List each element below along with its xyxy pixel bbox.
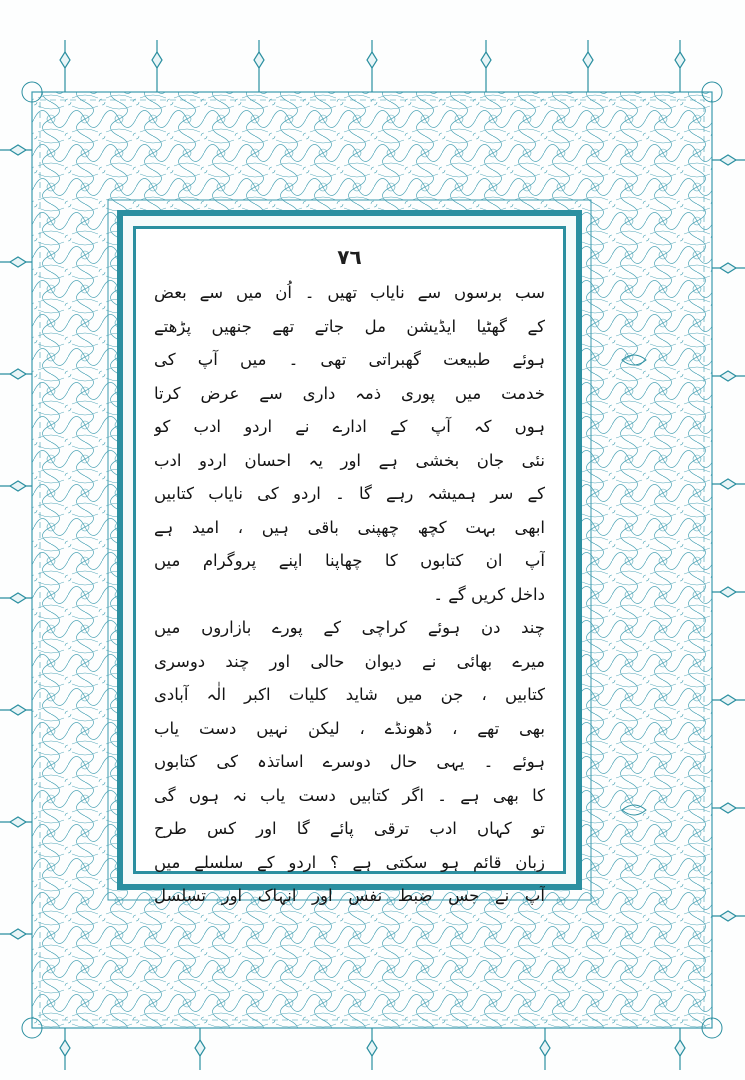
text-line: آپ ان کتابوں کا چھاپنا اپنے پروگرام میں	[154, 551, 545, 570]
text-line: کتابیں ، جن میں شاید کلیات اکبر الٰہ آبادی	[154, 685, 545, 704]
text-line: ہوئے طبیعت گھبراتی تھی ۔ میں آپ کی	[154, 350, 545, 369]
text-line: کے گھٹیا ایڈیشن مل جاتے تھے جنھیں پڑھتے	[154, 316, 545, 336]
text-line: آپ نے جس ضبط نفس اور انہاک اور تسلسل	[154, 886, 545, 905]
text-line: ہوئے ۔ یہی حال دوسرے اساتذہ کی کتابوں	[154, 752, 545, 771]
text-line: سب برسوں سے نایاب تھیں ۔ اُن میں سے بعض	[154, 283, 545, 302]
frame-inner-border	[133, 226, 566, 905]
text-line: داخل کریں گے ۔	[433, 584, 545, 604]
text-line: کے سر ہمیشہ رہے گا ۔ اردو کی نایاب کتابیں	[154, 484, 545, 503]
text-line: تو کہاں ادب ترقی پائے گا اور کس طرح	[154, 819, 545, 838]
text-panel	[136, 229, 563, 905]
text-line: زبان قائم ہو سکتی ہے ؟ اردو کے سلسلے میں	[154, 852, 545, 872]
text-frame	[117, 210, 582, 905]
frame-spacer	[123, 216, 576, 905]
text-line: ہوں کہ آپ کے ادارے نے اردو ادب کو	[154, 417, 545, 436]
body-text	[154, 276, 545, 913]
text-line: میرے بھائی نے دیوان حالی اور چند دوسری	[154, 651, 545, 671]
text-line: ابھی بہت کچھ چھپنی باقی ہیں ، امید ہے	[154, 517, 545, 537]
text-line: چند دن ہوئے کراچی کے پورے بازاروں میں	[154, 618, 545, 637]
text-line: کا بھی ہے ۔ اگر کتابیں دست یاب نہ ہوں گی	[154, 785, 545, 805]
text-line: بھی تھے ، ڈھونڈے ، لیکن نہیں دست یاب	[154, 718, 545, 738]
page-number: ۷٦	[337, 245, 362, 269]
text-line: نئی جان بخشی ہے اور یہ احسان اردو ادب	[154, 450, 545, 470]
text-line: خدمت میں پوری ذمہ داری سے عرض کرتا	[154, 383, 545, 403]
